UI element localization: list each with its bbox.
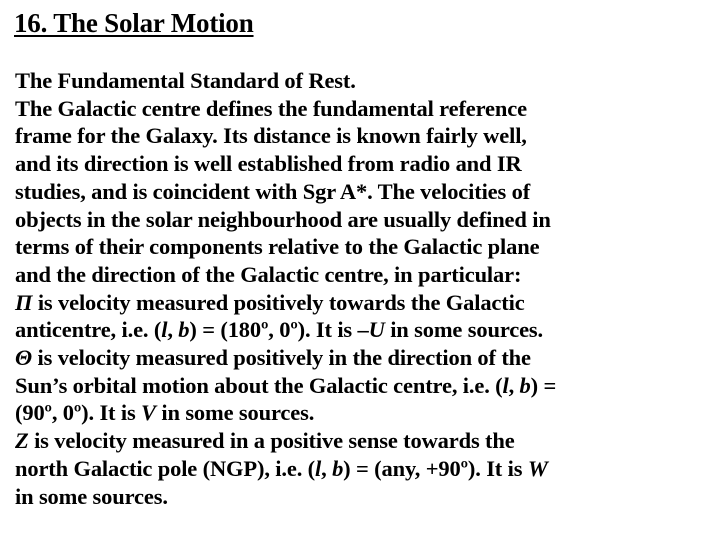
text-run: ,: [167, 317, 179, 343]
text-run: ,: [321, 455, 333, 481]
body-line: [15, 150, 715, 178]
text-run: is velocity measured positively towards the Galactic: [32, 289, 525, 315]
text-run: ) = (any, +90º). It is: [343, 455, 528, 481]
body-line: [15, 455, 715, 483]
italic-symbol: Z: [15, 428, 29, 454]
text-run: Sun’s orbital motion about the Galactic centre, i.e. (: [15, 372, 503, 398]
italic-symbol: V: [141, 400, 156, 426]
body-line: [15, 399, 715, 427]
body-line: [15, 289, 715, 317]
italic-symbol: Θ: [15, 345, 33, 371]
italic-symbol: l: [161, 317, 168, 343]
body-line: [15, 95, 715, 123]
text-run: in some sources.: [15, 483, 168, 509]
text-run: The Galactic centre defines the fundamental reference: [15, 95, 527, 121]
text-run: (90º, 0º). It is: [15, 400, 142, 426]
italic-symbol: U: [368, 317, 385, 343]
text-run: north Galactic pole (NGP), i.e. (: [15, 455, 315, 481]
body-line: [15, 67, 715, 95]
italic-symbol: Π: [15, 289, 33, 315]
body-line: [15, 344, 715, 372]
body-line: [15, 122, 715, 150]
italic-symbol: l: [502, 372, 509, 398]
text-run: terms of their components relative to the Galactic plane: [15, 234, 540, 260]
body-line: [15, 206, 715, 234]
body-line: [15, 483, 715, 511]
text-run: and its direction is well established from radio and IR: [15, 151, 522, 177]
slide-body-text: [15, 67, 715, 510]
text-run: ,: [508, 372, 520, 398]
text-run: The Fundamental Standard of Rest.: [15, 68, 356, 93]
italic-symbol: b: [178, 317, 190, 343]
italic-symbol: l: [315, 455, 322, 481]
text-run: is velocity measured positively in the direction of the: [32, 345, 531, 371]
text-run: ) = (180º, 0º). It is –: [189, 317, 369, 343]
text-run: in some sources.: [384, 317, 543, 343]
italic-symbol: b: [519, 372, 531, 398]
text-run: ) =: [530, 372, 557, 398]
body-line: [15, 261, 715, 289]
body-line: [15, 372, 715, 400]
text-run: in some sources.: [155, 400, 315, 426]
text-run: frame for the Galaxy. Its distance is known fairly well,: [15, 123, 527, 149]
body-line: [15, 233, 715, 261]
text-run: and the direction of the Galactic centre, in particular:: [15, 261, 522, 287]
body-line: [15, 178, 715, 206]
body-line: [15, 427, 715, 455]
text-run: studies, and is coincident with Sgr A*. The velocities of: [15, 178, 531, 204]
slide-title: 16. The Solar Motion: [14, 8, 254, 38]
body-line: [15, 316, 715, 344]
italic-symbol: b: [332, 455, 344, 481]
text-run: is velocity measured in a positive sense towards the: [28, 428, 515, 454]
text-run: anticentre, i.e. (: [15, 317, 162, 343]
text-run: objects in the solar neighbourhood are usually defined in: [15, 206, 551, 232]
italic-symbol: W: [527, 455, 548, 481]
